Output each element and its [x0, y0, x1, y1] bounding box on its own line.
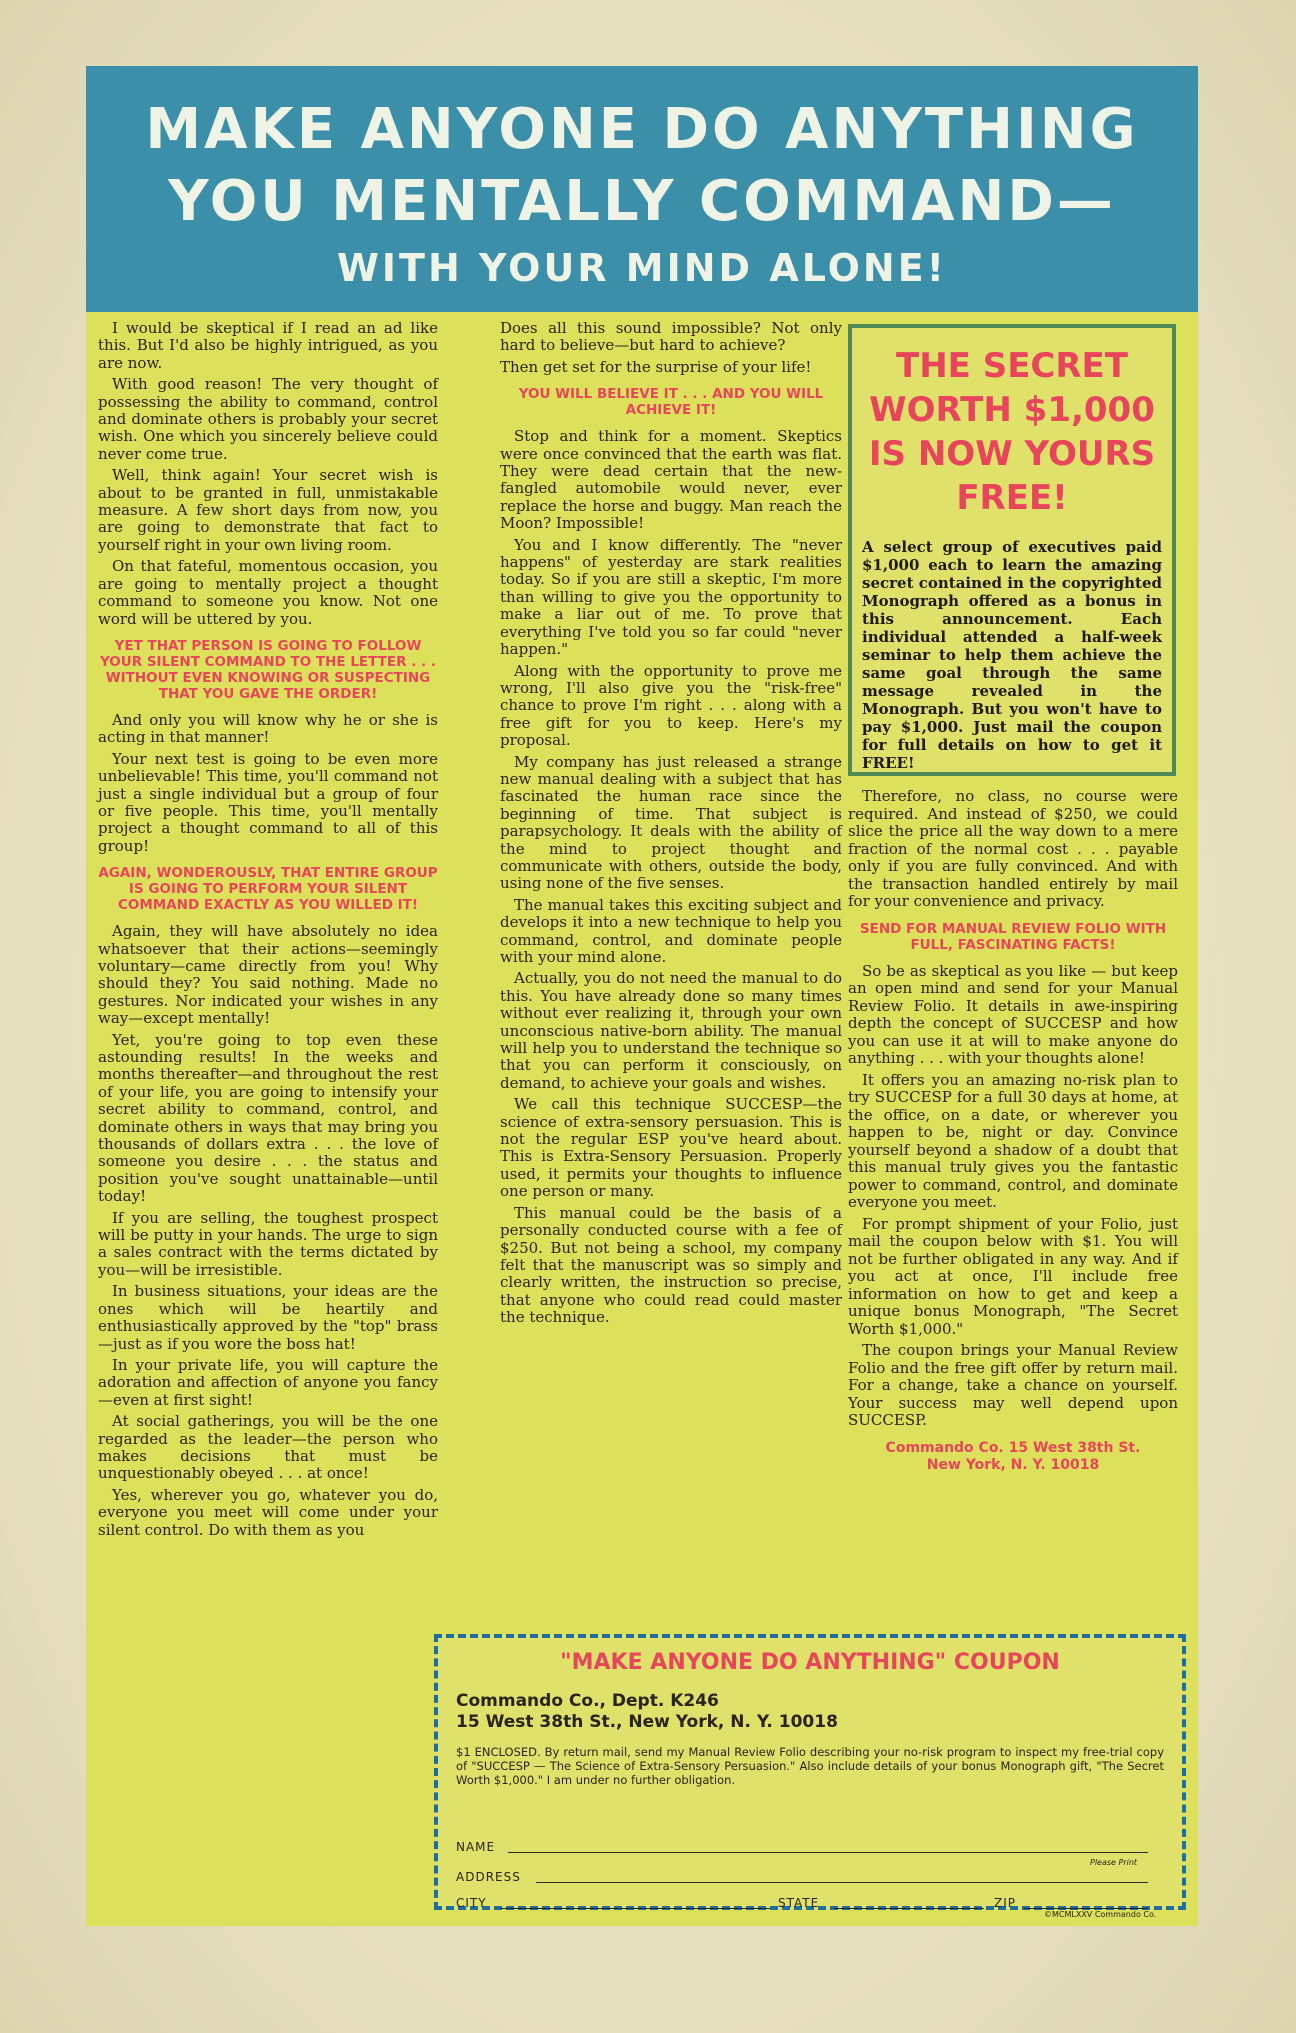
city-field[interactable]: [500, 1908, 770, 1909]
paragraph: Well, think again! Your secret wish is about to be granted in full, unmistakable measure. A few short days from now, you are going to demonstrate that fact to yourself right in your own living room.: [98, 466, 438, 554]
order-coupon[interactable]: [434, 1634, 1186, 1919]
city-label: CITY: [456, 1896, 487, 1910]
paragraph: At social gatherings, you will be the one regarded as the leader—the person who makes decisions that must be unquestionably obeyed . . . at once!: [98, 1412, 438, 1483]
paragraph: In business situations, your ideas are the ones which will be heartily and enthusiastically approved by the "top" brass—just as if you wore the boss hat!: [98, 1282, 438, 1353]
paragraph: Then get set for the surprise of your life!: [500, 357, 812, 376]
paragraph: We call this technique SUCCESP—the science of extra-sensory persuasion. This is not the regular ESP you've heard about. This is Extra-Sensory Persuasion. Properly used, it permits your thoughts to influence one person or many.: [500, 1095, 842, 1201]
paragraph: With good reason! The very thought of possessing the ability to command, control and dominate others is probably your secret wish. One which you sincerely believe could never come true.: [98, 375, 438, 463]
paragraph: Actually, you do not need the manual to do this. You have already done so many times without ever realizing it, through your own unconscious native-born ability. The manual will help you to understand the technique so that you can perform it consciously, on demand, to achieve your goals and wishes.: [500, 969, 842, 1092]
name-field[interactable]: [508, 1852, 1148, 1853]
secret-headline-line: FREE!: [956, 478, 1068, 518]
secret-body: A select group of executives paid $1,000 each to learn the amazing secret contained in the copyrighted Monograph offered as a bonus in this announcement. Each individual attended a half-week seminar to help them achieve the same goal through the same message revealed in the Monograph. But you won't have to pay $1,000. Just mail the coupon for full details on how to get it FREE!: [862, 538, 1162, 772]
paragraph: Does all this sound impossible? Not only hard to believe—but hard to achieve?: [500, 319, 842, 355]
paragraph: You and I know differently. The "never happens" of yesterday are stark realities today. So if you are still a skeptic, I'm more than willing to give you the opportunity to make a liar out of me. To prove that everything I've told you so far could "never happen.": [500, 535, 842, 659]
address-field[interactable]: [536, 1882, 1148, 1883]
secret-headline-line: THE SECRET: [896, 346, 1128, 386]
please-print-note: Please Print: [1090, 1858, 1138, 1867]
coupon-company-line: Commando Co., Dept. K246: [456, 1691, 719, 1711]
paragraph: Your next test is going to be even more unbelievable! This time, you'll command not just a single individual but a group of four or five people. This time, you'll mentally project a thought command to all of this group!: [98, 749, 438, 855]
column-3: [848, 788, 1178, 1479]
zip-label: ZIP: [994, 1896, 1016, 1910]
subheading: AGAIN, WONDEROUSLY, THAT ENTIRE GROUP IS GOING TO PERFORM YOUR SILENT COMMAND EXACTLY AS YOU WILLED IT!: [98, 865, 438, 914]
paragraph: The coupon brings your Manual Review Folio and the free gift offer by return mail. For a change, take a chance on yourself. Your success may well depend upon SUCCESP.: [848, 1341, 1178, 1429]
paragraph: I would be skeptical if I read an ad like this. But I'd also be highly intrigued, as you are now.: [98, 319, 438, 372]
paragraph: And only you will know why he or she is acting in that manner!: [98, 710, 438, 747]
paragraph: On that fateful, momentous occasion, you are going to mentally project a thought command to someone you know. Not one word will be uttered by you.: [98, 557, 438, 628]
coupon-title: "MAKE ANYONE DO ANYTHING" COUPON: [560, 1650, 1060, 1675]
state-label: STATE: [778, 1896, 820, 1910]
headline-line-2: YOU MENTALLY COMMAND—: [168, 169, 1116, 234]
column-1: [98, 320, 438, 1543]
coupon-company-line: 15 West 38th St., New York, N. Y. 10018: [456, 1712, 838, 1732]
subheading: YOU WILL BELIEVE IT . . . AND YOU WILL ACHIEVE IT!: [518, 386, 824, 419]
state-field[interactable]: [834, 1908, 984, 1909]
paragraph: It offers you an amazing no-risk plan to try SUCCESP for a full 30 days at home, at the office, on a date, or wherever you happen to be, night or day. Convince yourself beyond a shadow of a doubt that this manual truly gives you the fantastic power to command, control, and dominate everyone you meet.: [848, 1070, 1178, 1211]
paragraph: The manual takes this exciting subject and develops it into a new technique to help you command, control, and dominate people with your mind alone.: [500, 895, 842, 966]
paragraph: Stop and think for a moment. Skeptics were once convinced that the earth was flat. They were dead certain that the new-fangled automobile would never, ever replace the horse and buggy. Man reach the Moon? Impossible!: [500, 427, 842, 533]
paragraph: So be as skeptical as you like — but keep an open mind and send for your Manual Review Folio. It details in awe-inspiring depth the concept of SUCCESP and how you can use it at will to make anyone do anything . . . with your thoughts alone!: [848, 961, 1178, 1067]
name-label: NAME: [456, 1840, 496, 1854]
coupon-company: [456, 1691, 1182, 1733]
column-2: [500, 320, 842, 1331]
paragraph: My company has just released a strange new manual dealing with a subject that has fascinated the human race since the beginning of time. That subject is parapsychology. It deals with the ability of the mind to project thought and communicate with others, outside the body, using none of the five senses.: [500, 752, 842, 893]
company-address: [848, 1440, 1178, 1475]
paragraph: This manual could be the basis of a personally conducted course with a fee of $250. But not being a school, my company felt that the manuscript was so simply and clearly written, the instruction so precise, that anyone who could read could master the technique.: [500, 1203, 842, 1327]
subheading: SEND FOR MANUAL REVIEW FOLIO WITH FULL, FASCINATING FACTS!: [859, 920, 1167, 953]
paragraph: Yet, you're going to top even these astounding results! In the weeks and months thereafter—and throughout the rest of your life, you are going to intensify your secret ability to command, control, and dominate others in ways that may bring you thousands of dollars extra . . . the love of someone you desire . . . the status and position you've sought unattainable—until today!: [98, 1030, 438, 1206]
headline-banner: [86, 66, 1198, 312]
subheading: YET THAT PERSON IS GOING TO FOLLOW YOUR SILENT COMMAND TO THE LETTER . . . WITHOUT EVEN KNOWING OR SUSPECTING THAT YOU GAVE THE ORDER!: [100, 637, 436, 702]
secret-headline-line: WORTH $1,000: [869, 390, 1155, 430]
paragraph: Therefore, no class, no course were required. And instead of $250, we could slice the price all the way down to a mere fraction of the normal cost . . . payable only if you are fully convinced. And with the transaction handled entirely by mail for your convenience and privacy.: [848, 787, 1178, 910]
copyright-note: ©MCMLXXV Commando Co.: [1044, 1910, 1157, 1919]
address-label: ADDRESS: [456, 1870, 521, 1884]
headline-line-1: MAKE ANYONE DO ANYTHING: [145, 97, 1139, 162]
zip-field[interactable]: [1024, 1908, 1148, 1909]
paragraph: Again, they will have absolutely no idea whatsoever that their actions—seemingly voluntary—came directly from you! Why should they? You said nothing. Made no gestures. Nor indicated your wishes in any way—except mentally!: [98, 922, 438, 1028]
coupon-body: $1 ENCLOSED. By return mail, send my Manual Review Folio describing your no-risk program to inspect my free-trial copy of "SUCCESP — The Science of Extra-Sensory Persuasion." Also include details of your bonus Monograph gift, "The Secret Worth $1,000." I am under no further obligation.: [456, 1745, 1164, 1787]
paragraph: Yes, wherever you go, whatever you do, everyone you meet will come under your silent control. Do with them as you: [98, 1485, 438, 1539]
secret-offer-box: [848, 324, 1176, 776]
headline-line-3: WITH YOUR MIND ALONE!: [336, 246, 947, 290]
paragraph: If you are selling, the toughest prospect will be putty in your hands. The urge to sign a sales contract with the terms dictated by you—will be irresistible.: [98, 1208, 438, 1279]
paragraph: Along with the opportunity to prove me wrong, I'll also give you the "risk-free" chance to prove I'm right . . . along with a free gift for you to keep. Here's my proposal.: [500, 661, 842, 750]
advertisement: [86, 66, 1198, 1926]
address-line: New York, N. Y. 10018: [926, 1457, 1100, 1473]
paragraph: In your private life, you will capture the adoration and affection of anyone you fancy—even at first sight!: [98, 1355, 438, 1409]
address-line: Commando Co. 15 West 38th St.: [885, 1439, 1141, 1456]
secret-headline-line: IS NOW YOURS: [868, 434, 1156, 474]
paragraph: For prompt shipment of your Folio, just mail the coupon below with $1. You will not be further obligated in any way. And if you act at once, I'll include free information on how to get and keep a unique bonus Monograph, "The Secret Worth $1,000.": [848, 1214, 1178, 1338]
secret-headline: [852, 344, 1172, 520]
